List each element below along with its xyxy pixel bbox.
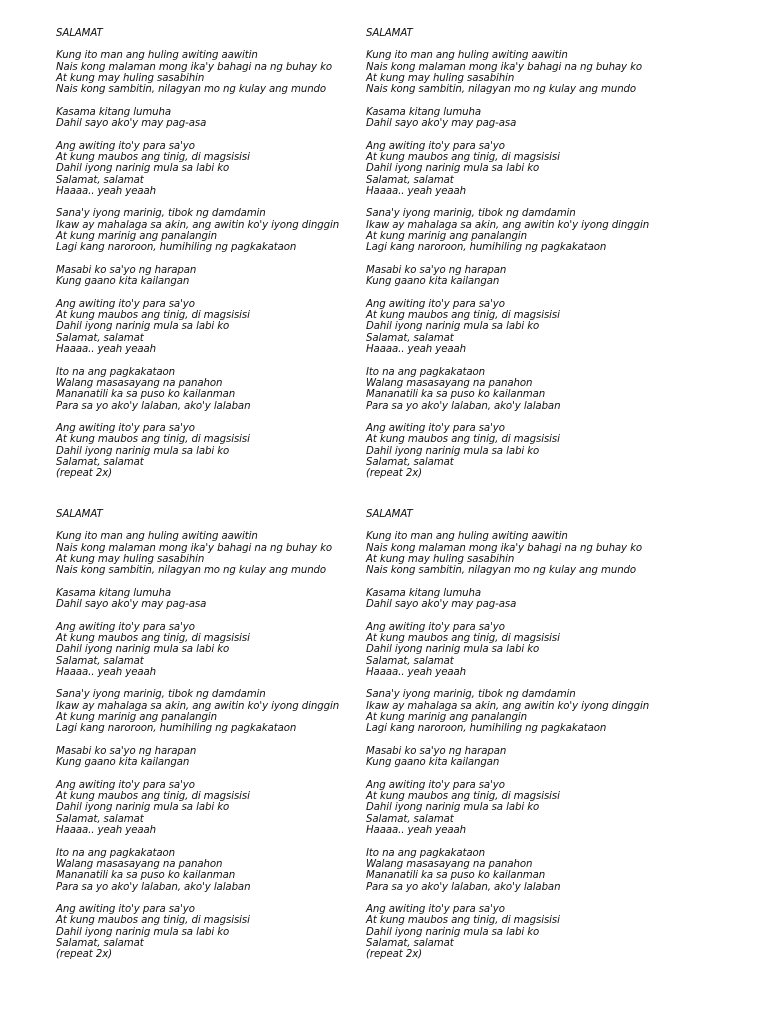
lyric-line: Salamat, salamat bbox=[366, 174, 454, 186]
stanza bbox=[366, 107, 676, 130]
stanza bbox=[366, 208, 676, 253]
lyric-line: Salamat, salamat bbox=[56, 937, 144, 949]
stanza bbox=[366, 746, 676, 769]
lyric-line: Dahil iyong narinig mula sa labi ko bbox=[56, 802, 230, 814]
lyric-line: Ang awiting ito'y para sa'yo bbox=[366, 904, 505, 916]
lyric-line: Ang awiting ito'y para sa'yo bbox=[56, 779, 195, 791]
stanza bbox=[56, 107, 366, 130]
lyric-line: At kung maubos ang tinig, di magsisisi bbox=[366, 632, 560, 644]
lyric-line: At kung maubos ang tinig, di magsisisi bbox=[366, 791, 560, 803]
lyric-line: Lagi kang naroroon, humihiling ng pagkakataon bbox=[56, 242, 297, 254]
lyric-line: Kung gaano kita kailangan bbox=[56, 276, 190, 288]
lyric-line: At kung marinig ang panalangin bbox=[366, 712, 527, 724]
song-title: SALAMAT bbox=[56, 28, 103, 39]
lyric-line: Kasama kitang lumuha bbox=[56, 587, 172, 599]
lyric-line: Dahil iyong narinig mula sa labi ko bbox=[366, 163, 540, 175]
lyric-line: Dahil iyong narinig mula sa labi ko bbox=[56, 926, 230, 938]
lyric-line: Mananatili ka sa puso ko kailanman bbox=[56, 389, 236, 401]
lyric-line: Ang awiting ito'y para sa'yo bbox=[366, 423, 505, 435]
lyric-line: Salamat, salamat bbox=[56, 655, 144, 667]
lyric-line: Dahil sayo ako'y may pag-asa bbox=[366, 118, 517, 130]
lyric-line: Ang awiting ito'y para sa'yo bbox=[56, 140, 195, 152]
lyric-line: Dahil sayo ako'y may pag-asa bbox=[56, 118, 207, 130]
lyric-line: At kung maubos ang tinig, di magsisisi bbox=[56, 310, 250, 322]
lyric-line: Kung gaano kita kailangan bbox=[366, 757, 500, 769]
stanza bbox=[366, 423, 676, 479]
lyric-line: Dahil iyong narinig mula sa labi ko bbox=[56, 163, 230, 175]
lyric-line: Haaaa.. yeah yeaah bbox=[56, 825, 157, 837]
lyric-line: Kasama kitang lumuha bbox=[366, 106, 482, 118]
lyric-line: Dahil iyong narinig mula sa labi ko bbox=[366, 802, 540, 814]
lyric-line: Haaaa.. yeah yeaah bbox=[366, 185, 467, 197]
lyric-line: Mananatili ka sa puso ko kailanman bbox=[56, 870, 236, 882]
lyric-line: Haaaa.. yeah yeaah bbox=[366, 666, 467, 678]
lyric-line: Salamat, salamat bbox=[56, 456, 144, 468]
lyric-line: Dahil iyong narinig mula sa labi ko bbox=[366, 926, 540, 938]
lyric-line: Salamat, salamat bbox=[366, 937, 454, 949]
stanza bbox=[56, 746, 366, 769]
lyric-line: At kung maubos ang tinig, di magsisisi bbox=[56, 434, 250, 446]
lyric-line: Para sa yo ako'y lalaban, ako'y lalaban bbox=[56, 881, 251, 893]
lyric-line: At kung marinig ang panalangin bbox=[56, 712, 217, 724]
stanza bbox=[366, 531, 676, 576]
lyric-line: Salamat, salamat bbox=[56, 174, 144, 186]
lyric-line: Dahil iyong narinig mula sa labi ko bbox=[56, 445, 230, 457]
stanza bbox=[366, 904, 676, 960]
stanza bbox=[56, 299, 366, 355]
lyric-line: Dahil sayo ako'y may pag-asa bbox=[56, 599, 207, 611]
lyric-line: Nais kong malaman mong ika'y bahagi na ng buhay ko bbox=[56, 61, 333, 73]
stanza bbox=[56, 848, 366, 893]
lyric-line: At kung may huling sasabihin bbox=[56, 553, 205, 565]
lyric-line: At kung maubos ang tinig, di magsisisi bbox=[56, 915, 250, 927]
lyric-line: At kung maubos ang tinig, di magsisisi bbox=[366, 151, 560, 163]
lyric-line: Kung ito man ang huling awiting aawitin bbox=[56, 531, 258, 543]
lyric-line: Nais kong sambitin, nilagyan mo ng kulay ang mundo bbox=[56, 84, 327, 96]
lyric-line: Ang awiting ito'y para sa'yo bbox=[366, 779, 505, 791]
lyric-line: Ikaw ay mahalaga sa akin, ang awitin ko'y iyong dinggin bbox=[56, 700, 340, 712]
song-title: SALAMAT bbox=[366, 28, 413, 39]
lyric-line: Ang awiting ito'y para sa'yo bbox=[56, 904, 195, 916]
lyric-line: Kung gaano kita kailangan bbox=[366, 276, 500, 288]
lyric-line: Mananatili ka sa puso ko kailanman bbox=[366, 389, 546, 401]
lyric-block-bottom-right bbox=[366, 509, 676, 972]
lyric-line: Sana'y iyong marinig, tibok ng damdamin bbox=[366, 689, 576, 701]
lyric-line: Nais kong malaman mong ika'y bahagi na ng buhay ko bbox=[366, 542, 643, 554]
lyric-block-top-right bbox=[366, 28, 676, 491]
lyric-line: Kung ito man ang huling awiting aawitin bbox=[366, 50, 568, 62]
lyric-line: Dahil iyong narinig mula sa labi ko bbox=[366, 445, 540, 457]
stanza bbox=[56, 531, 366, 576]
stanza bbox=[56, 689, 366, 734]
lyric-line: Haaaa.. yeah yeaah bbox=[366, 344, 467, 356]
lyric-line: Nais kong sambitin, nilagyan mo ng kulay ang mundo bbox=[56, 565, 327, 577]
stanza bbox=[56, 208, 366, 253]
lyric-line: Sana'y iyong marinig, tibok ng damdamin bbox=[56, 689, 266, 701]
lyric-line: (repeat 2x) bbox=[56, 949, 113, 961]
lyric-line: Lagi kang naroroon, humihiling ng pagkakataon bbox=[366, 242, 607, 254]
lyric-line: Haaaa.. yeah yeaah bbox=[56, 185, 157, 197]
lyric-line: Kung ito man ang huling awiting aawitin bbox=[56, 50, 258, 62]
lyric-line: Masabi ko sa'yo ng harapan bbox=[366, 264, 507, 276]
lyric-line: Dahil iyong narinig mula sa labi ko bbox=[366, 321, 540, 333]
lyric-line: Ito na ang pagkakataon bbox=[366, 847, 486, 859]
stanza bbox=[56, 50, 366, 95]
lyric-line: Ikaw ay mahalaga sa akin, ang awitin ko'y iyong dinggin bbox=[366, 700, 650, 712]
lyric-line: Walang masasayang na panahon bbox=[366, 377, 533, 389]
lyric-line: Dahil iyong narinig mula sa labi ko bbox=[56, 644, 230, 656]
lyric-line: Ikaw ay mahalaga sa akin, ang awitin ko'y iyong dinggin bbox=[366, 219, 650, 231]
stanza bbox=[366, 622, 676, 678]
song-title: SALAMAT bbox=[366, 509, 413, 520]
lyric-line: Ikaw ay mahalaga sa akin, ang awitin ko'y iyong dinggin bbox=[56, 219, 340, 231]
lyric-line: Salamat, salamat bbox=[366, 456, 454, 468]
lyric-line: Ang awiting ito'y para sa'yo bbox=[366, 298, 505, 310]
lyric-line: At kung marinig ang panalangin bbox=[56, 231, 217, 243]
lyric-line: Masabi ko sa'yo ng harapan bbox=[366, 745, 507, 757]
lyric-line: At kung may huling sasabihin bbox=[366, 72, 515, 84]
lyric-line: Para sa yo ako'y lalaban, ako'y lalaban bbox=[56, 400, 251, 412]
lyric-line: At kung maubos ang tinig, di magsisisi bbox=[56, 791, 250, 803]
lyric-line: Ang awiting ito'y para sa'yo bbox=[56, 298, 195, 310]
lyric-line: At kung maubos ang tinig, di magsisisi bbox=[366, 310, 560, 322]
lyric-line: Para sa yo ako'y lalaban, ako'y lalaban bbox=[366, 400, 561, 412]
lyric-line: Nais kong malaman mong ika'y bahagi na ng buhay ko bbox=[366, 61, 643, 73]
lyric-line: Masabi ko sa'yo ng harapan bbox=[56, 264, 197, 276]
lyric-line: Kasama kitang lumuha bbox=[56, 106, 172, 118]
song-title: SALAMAT bbox=[56, 509, 103, 520]
lyric-line: Sana'y iyong marinig, tibok ng damdamin bbox=[56, 208, 266, 220]
lyric-line: Nais kong sambitin, nilagyan mo ng kulay ang mundo bbox=[366, 84, 637, 96]
lyric-line: Haaaa.. yeah yeaah bbox=[56, 666, 157, 678]
lyric-line: Kung gaano kita kailangan bbox=[56, 757, 190, 769]
stanza bbox=[56, 588, 366, 611]
lyric-line: Dahil iyong narinig mula sa labi ko bbox=[366, 644, 540, 656]
lyric-line: Salamat, salamat bbox=[56, 813, 144, 825]
lyric-line: Para sa yo ako'y lalaban, ako'y lalaban bbox=[366, 881, 561, 893]
lyric-line: Ang awiting ito'y para sa'yo bbox=[366, 621, 505, 633]
stanza bbox=[366, 50, 676, 95]
lyric-line: Ito na ang pagkakataon bbox=[56, 366, 176, 378]
stanza bbox=[366, 689, 676, 734]
lyric-line: At kung maubos ang tinig, di magsisisi bbox=[366, 915, 560, 927]
stanza bbox=[366, 588, 676, 611]
stanza bbox=[366, 780, 676, 836]
lyric-line: Masabi ko sa'yo ng harapan bbox=[56, 745, 197, 757]
lyric-line: (repeat 2x) bbox=[56, 468, 113, 480]
lyric-line: At kung may huling sasabihin bbox=[56, 72, 205, 84]
stanza bbox=[56, 780, 366, 836]
lyric-line: Kung ito man ang huling awiting aawitin bbox=[366, 531, 568, 543]
lyric-line: Mananatili ka sa puso ko kailanman bbox=[366, 870, 546, 882]
lyric-line: Kasama kitang lumuha bbox=[366, 587, 482, 599]
lyric-line: At kung marinig ang panalangin bbox=[366, 231, 527, 243]
lyric-block-bottom-left bbox=[56, 509, 366, 972]
lyric-line: Salamat, salamat bbox=[366, 332, 454, 344]
stanza bbox=[366, 848, 676, 893]
lyric-line: Dahil iyong narinig mula sa labi ko bbox=[56, 321, 230, 333]
lyric-line: Sana'y iyong marinig, tibok ng damdamin bbox=[366, 208, 576, 220]
lyric-line: Dahil sayo ako'y may pag-asa bbox=[366, 599, 517, 611]
lyric-line: Salamat, salamat bbox=[366, 813, 454, 825]
lyric-line: Lagi kang naroroon, humihiling ng pagkakataon bbox=[56, 723, 297, 735]
stanza bbox=[56, 265, 366, 288]
lyric-block-top-left bbox=[56, 28, 366, 491]
lyric-line: Salamat, salamat bbox=[366, 655, 454, 667]
lyric-line: Walang masasayang na panahon bbox=[56, 858, 223, 870]
lyric-line: Ito na ang pagkakataon bbox=[366, 366, 486, 378]
lyric-line: (repeat 2x) bbox=[366, 949, 423, 961]
lyric-line: At kung maubos ang tinig, di magsisisi bbox=[56, 632, 250, 644]
stanza bbox=[366, 367, 676, 412]
lyric-line: Lagi kang naroroon, humihiling ng pagkakataon bbox=[366, 723, 607, 735]
lyric-line: Salamat, salamat bbox=[56, 332, 144, 344]
lyric-line: Nais kong sambitin, nilagyan mo ng kulay ang mundo bbox=[366, 565, 637, 577]
lyric-line: Walang masasayang na panahon bbox=[366, 858, 533, 870]
lyric-line: Nais kong malaman mong ika'y bahagi na ng buhay ko bbox=[56, 542, 333, 554]
stanza bbox=[56, 904, 366, 960]
stanza bbox=[56, 141, 366, 197]
stanza bbox=[366, 141, 676, 197]
lyric-line: Haaaa.. yeah yeaah bbox=[366, 825, 467, 837]
lyric-line: Ang awiting ito'y para sa'yo bbox=[56, 621, 195, 633]
lyric-line: Haaaa.. yeah yeaah bbox=[56, 344, 157, 356]
stanza bbox=[366, 265, 676, 288]
stanza bbox=[56, 622, 366, 678]
stanza bbox=[56, 367, 366, 412]
lyric-line: Ang awiting ito'y para sa'yo bbox=[366, 140, 505, 152]
lyric-line: At kung maubos ang tinig, di magsisisi bbox=[56, 151, 250, 163]
lyric-line: At kung may huling sasabihin bbox=[366, 553, 515, 565]
lyric-line: At kung maubos ang tinig, di magsisisi bbox=[366, 434, 560, 446]
lyric-line: Walang masasayang na panahon bbox=[56, 377, 223, 389]
stanza bbox=[366, 299, 676, 355]
lyric-line: (repeat 2x) bbox=[366, 468, 423, 480]
lyric-line: Ito na ang pagkakataon bbox=[56, 847, 176, 859]
lyric-line: Ang awiting ito'y para sa'yo bbox=[56, 423, 195, 435]
stanza bbox=[56, 423, 366, 479]
